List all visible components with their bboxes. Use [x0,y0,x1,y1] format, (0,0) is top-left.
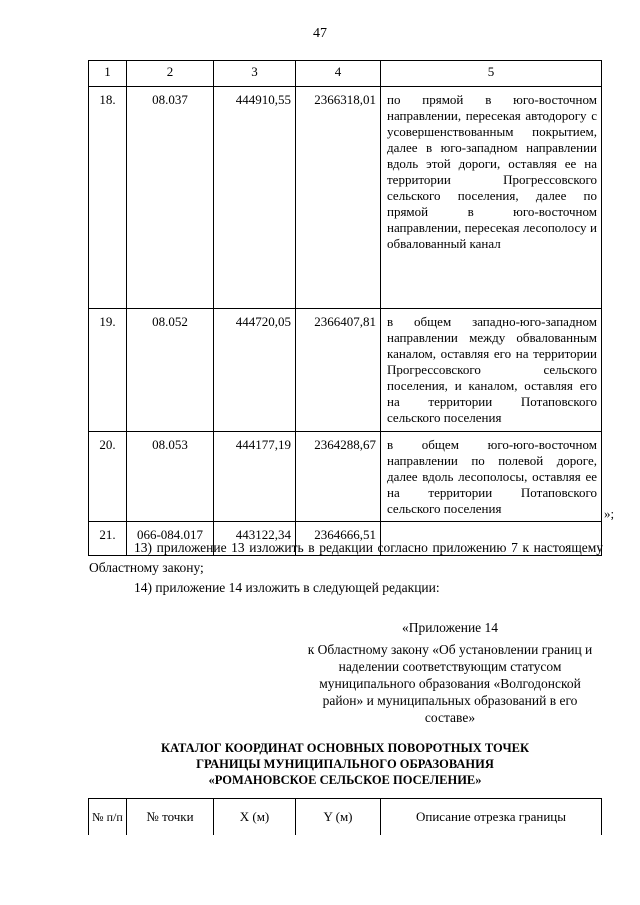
catalog-header-y: Y (м) [296,799,381,836]
y-coordinate: 2366407,81 [296,309,381,432]
catalog-title-line-2: ГРАНИЦЫ МУНИЦИПАЛЬНОГО ОБРАЗОВАНИЯ [196,757,494,771]
appendix-title: «Приложение 14 [401,620,499,635]
x-coordinate: 444720,05 [214,309,296,432]
header-col-3: 3 [214,61,296,87]
page-number: 47 [313,26,327,41]
header-col-1: 1 [89,61,127,87]
coordinates-table [88,60,602,556]
y-coordinate: 2364288,67 [296,432,381,522]
y-coordinate: 2366318,01 [296,87,381,309]
point-number: 066-084.017 [127,522,214,556]
table-row [89,87,602,309]
paragraph-13: 13) приложение 13 изложить в редакции согласно приложению 7 к настоящему Областному закону; [89,540,603,575]
segment-description: в общем юго-юго-восточном направлении по полевой дороге, далее вдоль лесополосы, оставляя ее на территории Потаповского сельского поселения [381,432,602,522]
y-coordinate: 2364666,51 [296,522,381,556]
row-number: 20. [89,432,127,522]
catalog-table [88,798,602,835]
row-number: 18. [89,87,127,309]
x-coordinate: 444910,55 [214,87,296,309]
row-number: 21. [89,522,127,556]
header-col-5: 5 [381,61,602,87]
point-number: 08.037 [127,87,214,309]
table-row [89,432,602,522]
catalog-header-x: X (м) [214,799,296,836]
catalog-title [88,740,602,788]
catalog-title-line-1: КАТАЛОГ КООРДИНАТ ОСНОВНЫХ ПОВОРОТНЫХ ТОЧЕК [160,741,530,755]
table-header-row [89,61,602,87]
catalog-header-num: № п/п [89,799,127,836]
point-number: 08.052 [127,309,214,432]
catalog-header-desc: Описание отрезка границы [381,799,602,836]
header-col-4: 4 [296,61,381,87]
table-closing-quote: »; [604,506,615,521]
catalog-title-line-3: «РОМАНОВСКОЕ СЕЛЬСКОЕ ПОСЕЛЕНИЕ» [208,773,482,787]
segment-description: по прямой в юго-восточном направлении, пересекая автодорогу с усовершенствованным покрытием, далее в юго-западном направлении вдоль этой дороги, оставляя ее на территории Прогрессовского сельского поселения, далее по прямой в юго-восточном направлении, пересекая лесополосу и обвалованный канал [381,87,602,309]
row-number: 19. [89,309,127,432]
catalog-header-point: № точки [127,799,214,836]
segment-description: в общем западно-юго-западном направлении между обвалованным каналом, оставляя его на территории Прогрессовского сельского поселения, и каналом, оставляя его на территории Потаповского сельского поселения [381,309,602,432]
x-coordinate: 444177,19 [214,432,296,522]
table-row [89,309,602,432]
header-col-2: 2 [127,61,214,87]
x-coordinate: 443122,34 [214,522,296,556]
appendix-subtitle: к Областному закону «Об установлении границ и наделении соответствующим статусом муниципального образования «Волгодонской район» и муниципальных образований в его составе» [307,642,593,725]
point-number: 08.053 [127,432,214,522]
paragraph-14: 14) приложение 14 изложить в следующей редакции: [134,580,440,595]
catalog-header-row [89,799,602,836]
